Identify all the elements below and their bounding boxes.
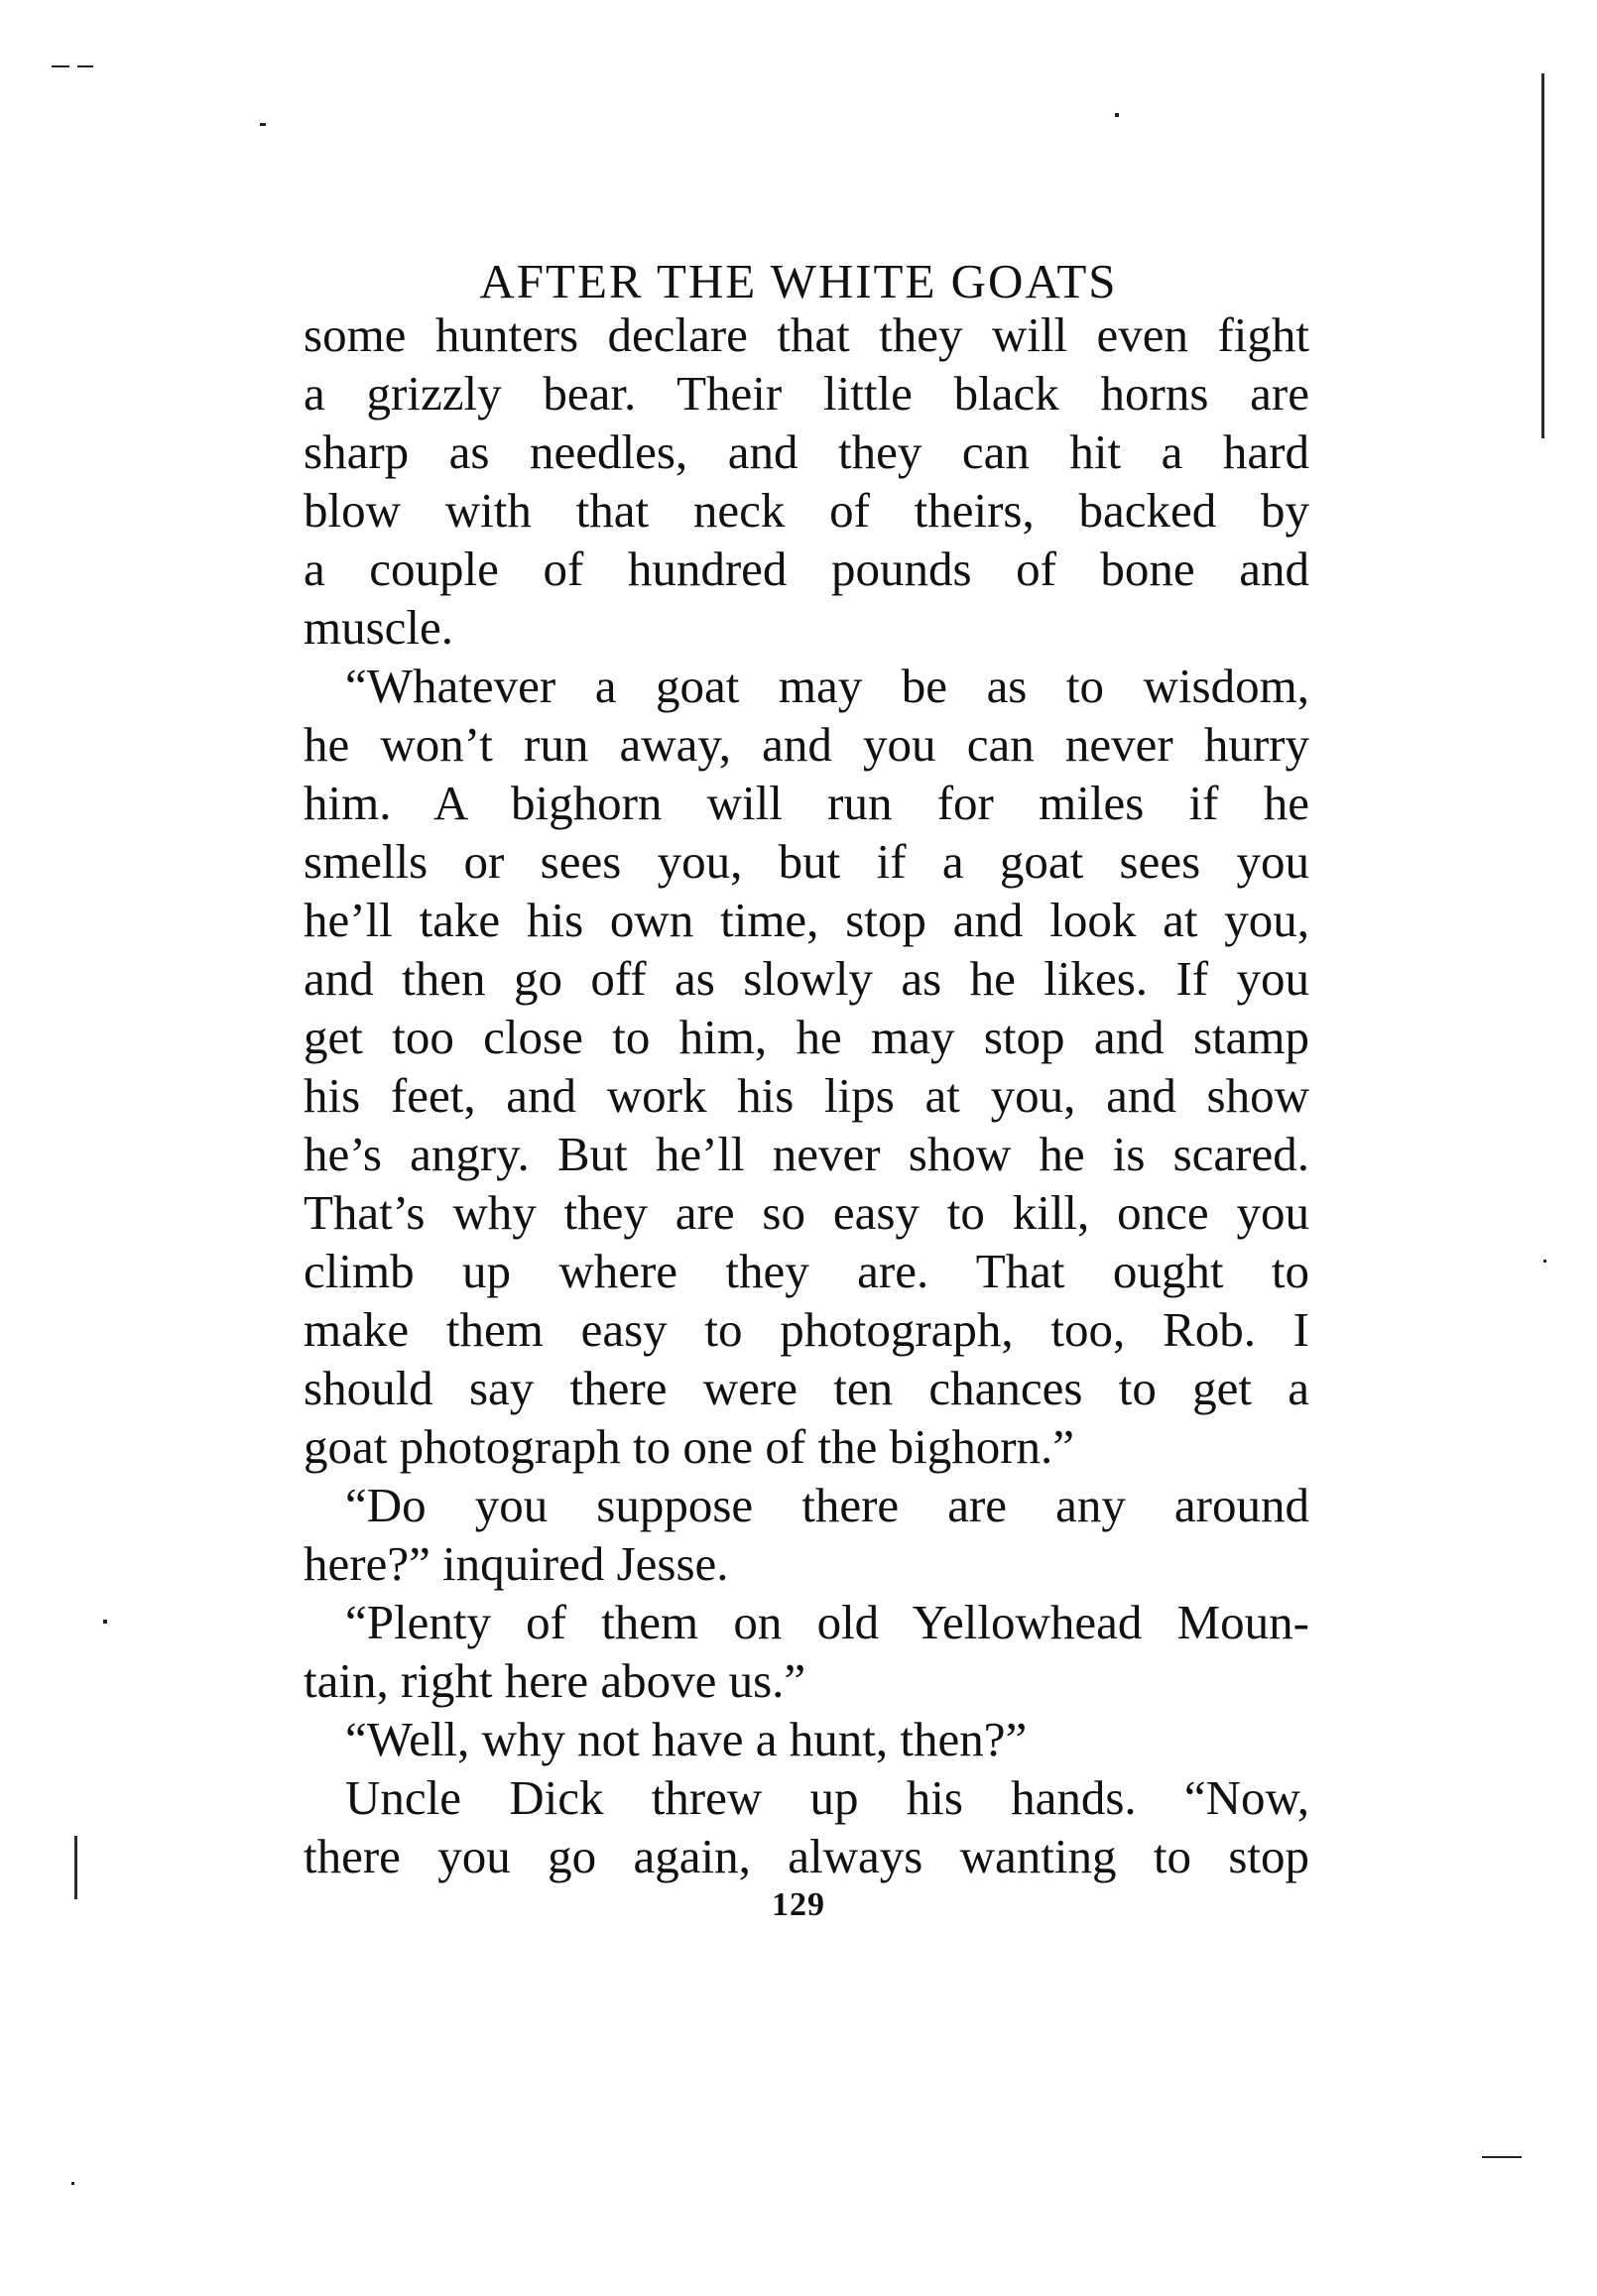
scan-speck xyxy=(1115,113,1119,117)
text-line: a grizzly bear. Their little black horns are xyxy=(304,366,1309,421)
scan-speck xyxy=(77,65,93,67)
scan-speck xyxy=(260,123,266,126)
scan-speck xyxy=(103,1620,107,1624)
paragraph xyxy=(304,657,1309,1476)
text-line: some hunters declare that they will even fight xyxy=(304,307,1309,362)
text-line: and then go off as slowly as he likes. If you xyxy=(304,951,1309,1006)
text-line: he’s angry. But he’ll never show he is scared. xyxy=(304,1127,1309,1181)
text-line: climb up where they are. That ought to xyxy=(304,1244,1309,1298)
text-line: That’s why they are so easy to kill, once you xyxy=(304,1185,1309,1240)
scan-speck xyxy=(52,65,69,67)
text-line: his feet, and work his lips at you, and show xyxy=(304,1068,1309,1123)
paragraph xyxy=(304,1768,1309,1885)
running-head: AFTER THE WHITE GOATS xyxy=(479,254,1118,308)
text-line: he’ll take his own time, stop and look at you, xyxy=(304,893,1309,947)
text-line: “Well, why not have a hunt, then?” xyxy=(345,1712,1028,1766)
text-line: smells or sees you, but if a goat sees you xyxy=(304,834,1309,889)
text-line: there you go again, always wanting to stop xyxy=(304,1829,1309,1883)
text-line: a couple of hundred pounds of bone and xyxy=(304,542,1309,596)
scan-speck xyxy=(1543,1260,1546,1263)
text-line: make them easy to photograph, too, Rob. I xyxy=(304,1302,1309,1357)
paragraph xyxy=(304,1710,1309,1768)
text-line: here?” inquired Jesse. xyxy=(304,1536,729,1591)
text-line: goat photograph to one of the bighorn.” xyxy=(304,1419,1075,1474)
scan-speck xyxy=(71,2182,74,2185)
text-line: should say there were ten chances to get a xyxy=(304,1361,1309,1415)
text-line: Uncle Dick threw up his hands. “Now, xyxy=(345,1770,1309,1825)
body-text xyxy=(304,305,1309,1885)
paragraph xyxy=(304,305,1309,657)
page-number: 129 xyxy=(772,1886,825,1923)
text-line: sharp as needles, and they can hit a hard xyxy=(304,424,1309,479)
text-line: “Whatever a goat may be as to wisdom, xyxy=(345,659,1309,713)
text-line: he won’t run away, and you can never hurry xyxy=(304,717,1309,772)
paragraph xyxy=(304,1593,1309,1710)
text-line: him. A bighorn will run for miles if he xyxy=(304,776,1309,830)
scan-speck xyxy=(1482,2156,1522,2158)
text-line: muscle. xyxy=(304,600,454,655)
text-line: “Do you suppose there are any around xyxy=(345,1478,1309,1532)
text-line: get too close to him, he may stop and stamp xyxy=(304,1010,1309,1064)
text-line: blow with that neck of theirs, backed by xyxy=(304,483,1309,538)
text-line: “Plenty of them on old Yellowhead Moun- xyxy=(345,1595,1309,1649)
paragraph xyxy=(304,1476,1309,1593)
text-line: tain, right here above us.” xyxy=(304,1653,806,1708)
